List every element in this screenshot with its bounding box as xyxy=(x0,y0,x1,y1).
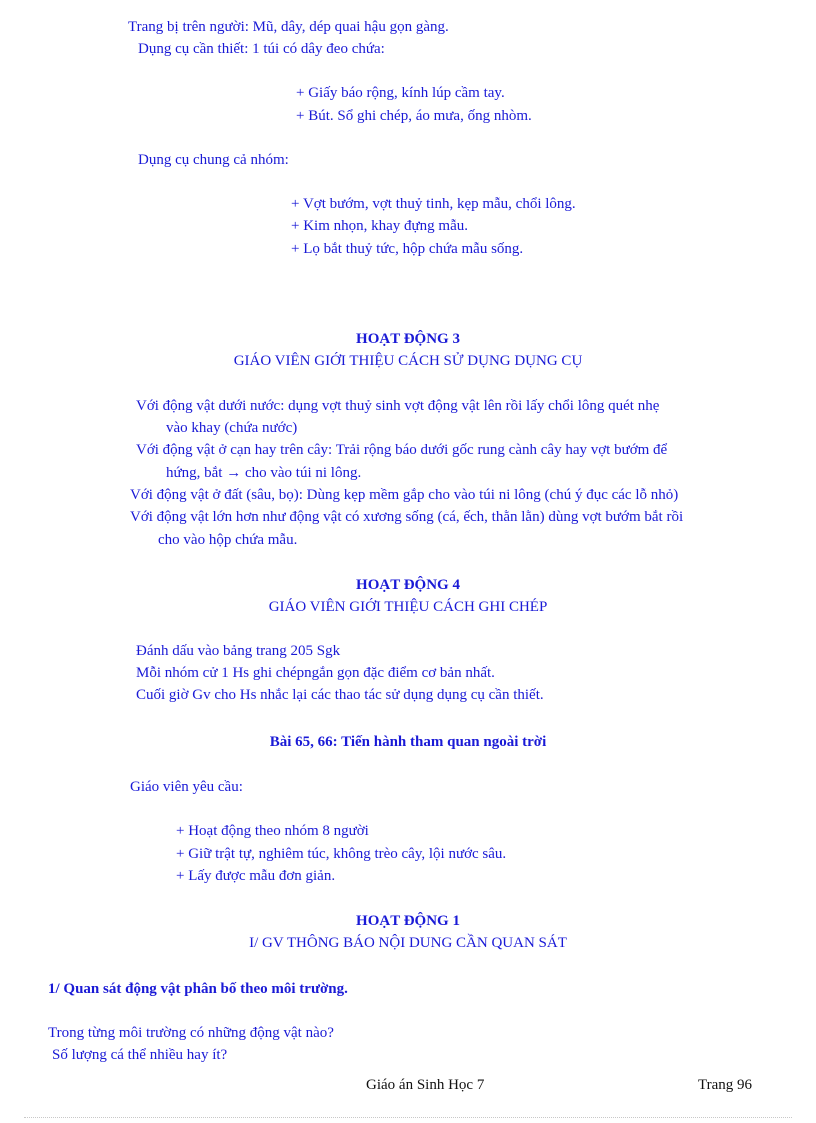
lesson-intro: Giáo viên yêu cầu: xyxy=(130,779,243,795)
footer-title: Giáo án Sinh Học 7 xyxy=(366,1077,485,1093)
activity1-section-title: 1/ Quan sát động vật phân bố theo môi trường. xyxy=(48,981,348,997)
equipment-group-item: + Kim nhọn, khay đựng mẫu. xyxy=(291,218,468,234)
activity3-line: vào khay (chứa nước) xyxy=(166,420,298,436)
equipment-personal: Trang bị trên người: Mũ, dây, dép quai hậu gọn gàng. xyxy=(128,19,449,35)
page-divider xyxy=(24,1117,792,1118)
activity1-question: Trong từng môi trường có những động vật nào? xyxy=(48,1025,334,1041)
activity4-line: Cuối giờ Gv cho Hs nhắc lại các thao tác sử dụng dụng cụ cần thiết. xyxy=(136,687,544,703)
activity4-line: Đánh dấu vào bảng trang 205 Sgk xyxy=(136,643,341,659)
lesson-item: + Hoạt động theo nhóm 8 người xyxy=(176,823,369,839)
activity3-line: Với động vật ở đất (sâu, bọ): Dùng kẹp mềm gắp cho vào túi ni lông (chú ý đục các lỗ nhỏ) xyxy=(130,487,679,503)
activity3-line: Với động vật dưới nước: dụng vợt thuỷ sinh vợt động vật lên rồi lấy chổi lông quét nhẹ xyxy=(136,398,660,414)
equipment-group-intro: Dụng cụ chung cả nhóm: xyxy=(138,152,289,168)
activity3-subheading: GIÁO VIÊN GIỚI THIỆU CÁCH SỬ DỤNG DỤNG CỤ xyxy=(233,353,583,369)
lesson-title: Bài 65, 66: Tiến hành tham quan ngoài trời xyxy=(269,734,547,750)
activity3-line: Với động vật lớn hơn như động vật có xương sống (cá, ếch, thằn lằn) dùng vợt bướm bắt rồi xyxy=(130,509,684,525)
activity3-line: hứng, bắt → cho vào túi ni lông. xyxy=(166,465,362,481)
activity1-question: Số lượng cá thể nhiều hay ít? xyxy=(52,1047,228,1063)
equipment-group-item: + Lọ bắt thuỷ tức, hộp chứa mẫu sống. xyxy=(291,241,524,257)
activity3-line: Với động vật ở cạn hay trên cây: Trải rộng báo dưới gốc rung cành cây hay vợt bướm để xyxy=(136,442,668,458)
equipment-needed-item: + Giấy báo rộng, kính lúp cầm tay. xyxy=(296,85,505,101)
activity4-subheading: GIÁO VIÊN GIỚI THIỆU CÁCH GHI CHÉP xyxy=(268,599,548,615)
activity3-heading: HOẠT ĐỘNG 3 xyxy=(356,331,460,347)
lesson-item: + Lấy được mẫu đơn giản. xyxy=(176,868,336,884)
activity4-heading: HOẠT ĐỘNG 4 xyxy=(356,577,460,593)
activity1-subheading: I/ GV THÔNG BÁO NỘI DUNG CẦN QUAN SÁT xyxy=(249,935,567,951)
equipment-needed-item: + Bút. Sổ ghi chép, áo mưa, ống nhòm. xyxy=(296,108,532,124)
equipment-needed-intro: Dụng cụ cần thiết: 1 túi có dây đeo chứa: xyxy=(138,41,385,57)
activity1-heading: HOẠT ĐỘNG 1 xyxy=(356,913,460,929)
activity3-line: cho vào hộp chứa mẫu. xyxy=(158,532,298,548)
equipment-group-item: + Vợt bướm, vợt thuỷ tinh, kẹp mẫu, chổi lông. xyxy=(291,196,576,212)
footer-page-number: Trang 96 xyxy=(698,1077,753,1093)
lesson-item: + Giữ trật tự, nghiêm túc, không trèo cây, lội nước sâu. xyxy=(176,846,507,862)
activity4-line: Mỗi nhóm cử 1 Hs ghi chépngắn gọn đặc điểm cơ bản nhất. xyxy=(136,665,495,681)
